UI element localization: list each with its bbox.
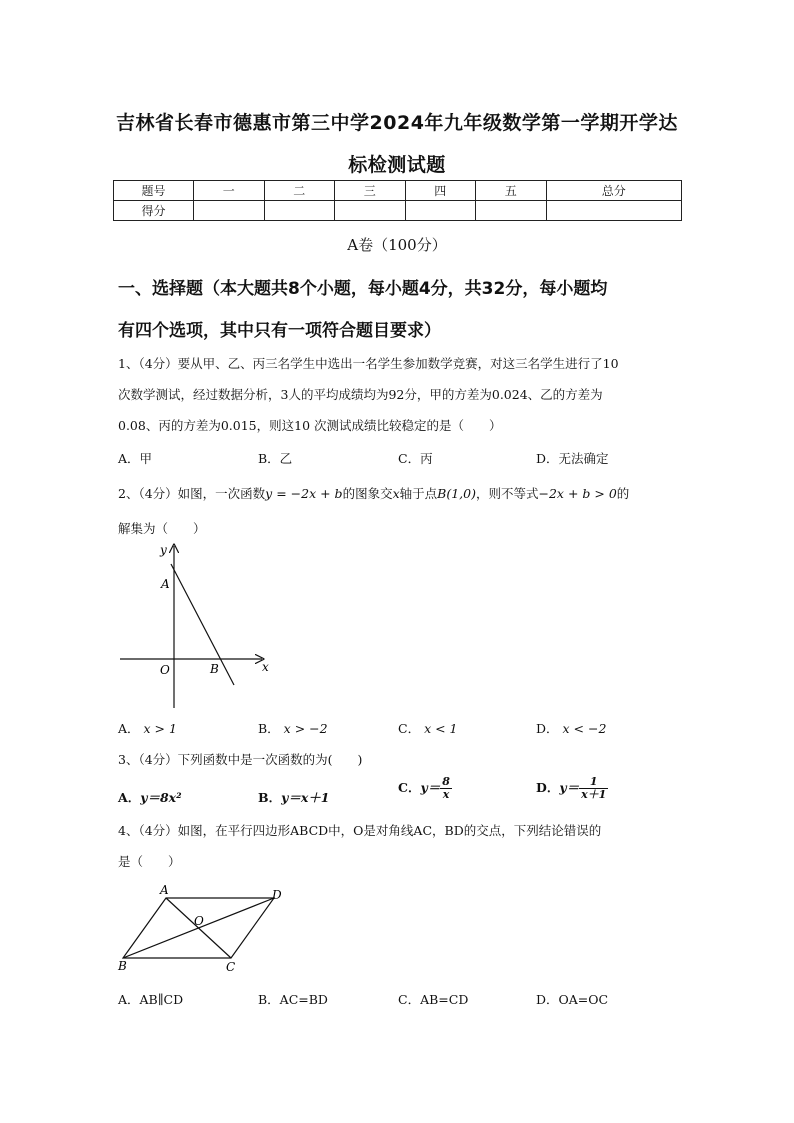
score-cell: 三 — [335, 181, 406, 201]
q4-stem-line1: 4、（4分）如图，在平行四边形ABCD中，O是对角线AC，BD的交点，下列结论错误的 — [118, 823, 602, 838]
q3-option-d-letter: D． — [536, 780, 560, 795]
q2-mid: 的图象交 — [342, 486, 393, 501]
q2-option-b-expr: x > −2 — [283, 721, 328, 736]
vertex-d-label: D — [272, 888, 282, 902]
q2-option-a-letter: A． — [118, 721, 140, 736]
q4-option-d: D．OA=OC — [536, 992, 609, 1007]
q3-option-c-fraction — [440, 776, 452, 801]
point-b-label: B — [210, 662, 219, 676]
q1-option-a: A．甲 — [118, 451, 153, 466]
fraction-numerator: 8 — [442, 775, 450, 788]
vertex-c-label: C — [226, 960, 236, 974]
x-axis-label: x — [262, 660, 269, 674]
score-blank-cell — [546, 201, 682, 221]
q3-option-d-lhs: y＝ — [559, 780, 580, 795]
q4-option-b: B．AC=BD — [258, 992, 328, 1007]
fraction-denominator: x — [442, 788, 450, 801]
q2-linear-function-graph — [116, 540, 276, 712]
q1-line3: 0.08、丙的方差为0.015，则这10 次测试成绩比较稳定的是（ ） — [118, 418, 502, 433]
score-blank-cell — [476, 201, 547, 221]
q3-option-a-expr: y＝8x² — [140, 790, 182, 805]
score-row-label: 得分 — [114, 201, 194, 221]
q1-line1: 1、（4分）要从甲、乙、丙三名学生中选出一名学生参加数学竞赛，对这三名学生进行了10 — [118, 356, 619, 371]
q1-option-b: B．乙 — [258, 451, 293, 466]
center-o-label: O — [194, 914, 204, 928]
q2-option-c-expr: x < 1 — [424, 721, 458, 736]
q4-stem-line2: 是（ ） — [118, 854, 181, 869]
q2-stem-line1 — [118, 486, 688, 502]
exam-title-line1: 吉林省长春市德惠市第三中学2024年九年级数学第一学期开学达 — [116, 112, 678, 134]
score-blank-cell — [194, 201, 265, 221]
fraction-numerator: 1 — [579, 776, 608, 789]
q2-mid2: 轴于点 — [399, 486, 438, 501]
q3-option-b — [258, 788, 330, 806]
part1-heading-line2: 有四个选项，其中只有一项符合题目要求） — [118, 321, 441, 341]
q2-option-d — [536, 719, 606, 737]
q3-option-a — [118, 788, 182, 806]
q3-option-d-fraction — [579, 776, 608, 801]
vertex-b-label: B — [118, 959, 127, 973]
q2-option-d-letter: D． — [536, 721, 559, 736]
q2-mid3: ，则不等式 — [475, 486, 539, 501]
score-blank-cell — [264, 201, 335, 221]
q3-option-c-lhs: y＝ — [420, 780, 441, 795]
score-cell: 一 — [194, 181, 265, 201]
q3-option-a-letter: A． — [118, 790, 141, 805]
diagonal-bd — [123, 898, 274, 958]
q2-stem-line2: 解集为（ ） — [118, 521, 206, 536]
score-table-score-row — [114, 201, 682, 221]
q2-inequality: −2x + b > 0 — [538, 486, 617, 501]
q2-option-c — [398, 719, 458, 737]
q1-line2: 次数学测试，经过数据分析，3人的平均成绩均为92分，甲的方差为0.024、乙的方差为 — [118, 387, 603, 402]
score-cell: 二 — [264, 181, 335, 201]
q3-option-c — [398, 776, 452, 801]
q2-option-c-letter: C． — [398, 721, 421, 736]
part1-heading-line1: 一、选择题（本大题共8个小题，每小题4分，共32分，每小题均 — [118, 279, 608, 299]
exam-title-line2: 标检测试题 — [348, 154, 446, 176]
q4-option-a: A．AB∥CD — [118, 992, 184, 1007]
score-cell: 总分 — [546, 181, 682, 201]
q4-parallelogram-figure — [114, 882, 294, 974]
q2-option-d-expr: x < −2 — [562, 721, 607, 736]
q3-option-d — [536, 776, 608, 801]
fraction-denominator: x＋1 — [581, 788, 607, 801]
q3-option-b-letter: B． — [258, 790, 282, 805]
q2-suffix: 的 — [616, 486, 630, 501]
q1-option-d: D．无法确定 — [536, 451, 609, 466]
y-axis-label: y — [160, 543, 167, 557]
q1-option-c: C．丙 — [398, 451, 433, 466]
q2-option-b — [258, 719, 328, 737]
q4-option-c: C．AB=CD — [398, 992, 469, 1007]
score-cell: 五 — [476, 181, 547, 201]
function-line — [171, 564, 234, 685]
q3-stem: 3、（4分）下列函数中是一次函数的为( ) — [118, 752, 363, 767]
q3-option-b-expr: y＝x＋1 — [281, 790, 330, 805]
origin-label: O — [160, 663, 170, 677]
q2-function: y = −2x + b — [265, 486, 343, 501]
score-cell: 四 — [405, 181, 476, 201]
section-a-heading: A卷（100分） — [347, 236, 447, 254]
q2-axis: x — [392, 486, 400, 501]
vertex-a-label: A — [160, 883, 169, 897]
score-table-header-row — [114, 181, 682, 201]
score-blank-cell — [335, 201, 406, 221]
q2-option-a — [118, 719, 177, 737]
score-table — [113, 180, 682, 221]
q2-prefix: 2、（4分）如图，一次函数 — [118, 486, 266, 501]
q3-option-c-letter: C． — [398, 780, 421, 795]
score-cell: 题号 — [114, 181, 194, 201]
score-blank-cell — [405, 201, 476, 221]
q2-option-b-letter: B． — [258, 721, 280, 736]
point-a-label: A — [161, 577, 170, 591]
q2-option-a-expr: x > 1 — [143, 721, 177, 736]
q2-point: B(1,0) — [437, 486, 476, 501]
